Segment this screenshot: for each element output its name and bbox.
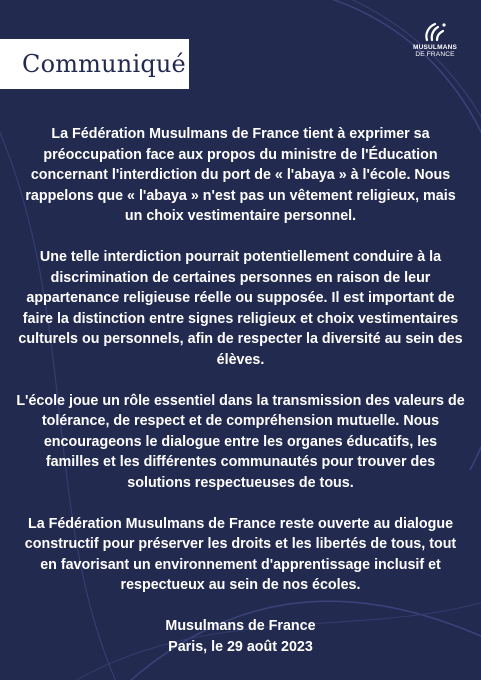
paragraph-4: La Fédération Musulmans de France reste ouverte au dialogue constructif pour préserver les droits et les libertés de tous, tout en favorisant un environnement d'apprentissage inclusif et respectueux au sein de nos écoles.	[24, 515, 457, 593]
logo-text-line1: MUSULMANS	[412, 44, 458, 51]
communique-body	[16, 124, 465, 657]
logo-text-line2: DE FRANCE	[415, 51, 455, 58]
signature-org: Musulmans de France	[165, 618, 316, 634]
page-title: Communiqué	[22, 50, 186, 78]
paragraph-1: La Fédération Musulmans de France tient à exprimer sa préoccupation face aux propos du ministre de l'Éducation concernant l'interdiction du port de « l'abaya » à l'école. Nous rappelons que « l'abaya » n'est pas un vêtement religieux, mais un choix vestimentaire personnel.	[25, 126, 456, 224]
paragraph-2: Une telle interdiction pourrait potentiellement conduire à la discrimination de certaines personnes en raison de leur appartenance religieuse réelle ou supposée. Il est important de faire la distinction entre signes religieux et choix vestimentaires culturels ou personnels, afin de respecter la diversité au sein des élèves.	[18, 249, 463, 368]
title-banner	[0, 39, 189, 89]
paragraph-3: L'école joue un rôle essentiel dans la transmission des valeurs de tolérance, de respect et de compréhension mutuelle. Nous encourageons le dialogue entre les organes éducatifs, les familles et les différentes communautés pour trouver des solutions respectueuses de tous.	[16, 392, 465, 491]
mf-logo-icon	[422, 22, 448, 42]
org-logo	[404, 22, 466, 58]
signature-place-date: Paris, le 29 août 2023	[168, 638, 313, 655]
